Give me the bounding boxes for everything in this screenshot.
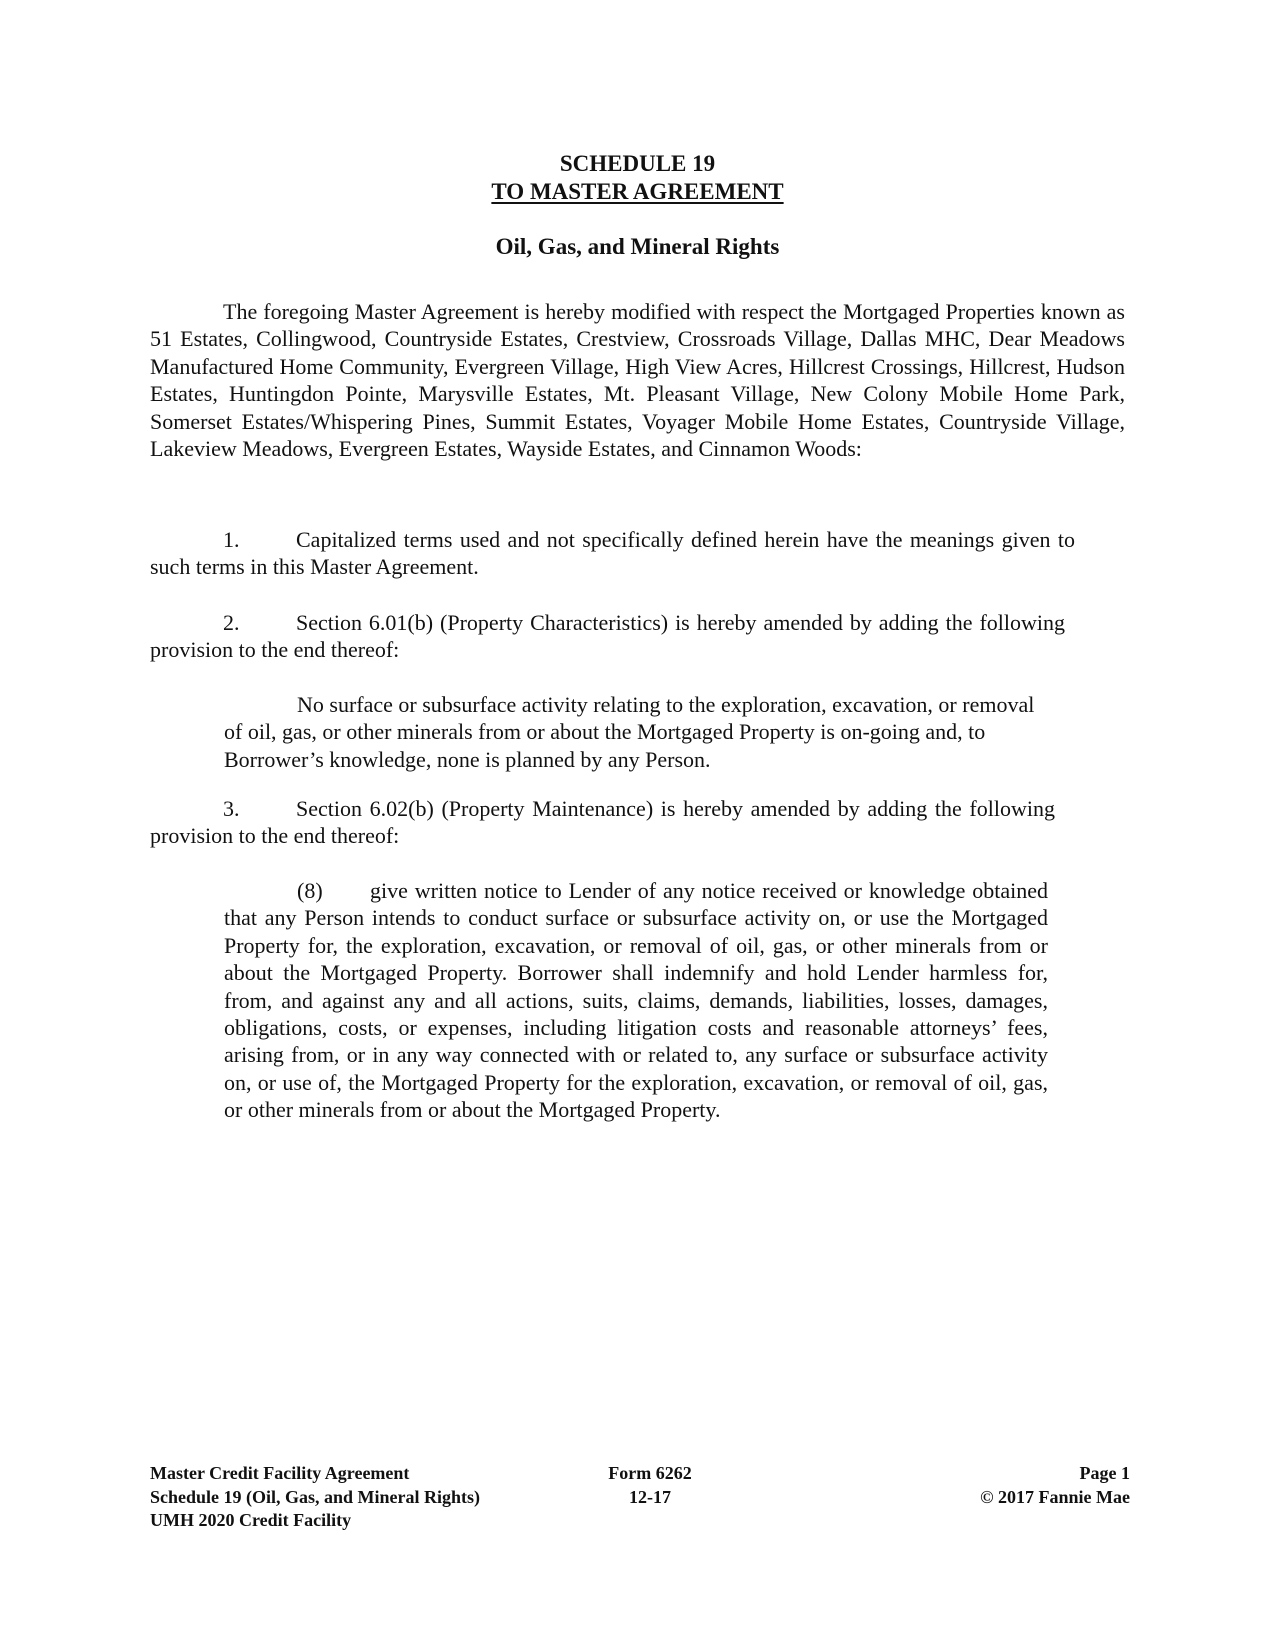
footer-form-date: 12-17 (629, 1486, 671, 1507)
intro-paragraph: The foregoing Master Agreement is hereby modified with respect the Mortgaged Properties known as 51 Estates, Collingwood, Countryside Estates, Crestview, Crossroads Village, Dallas MHC, Dear Meadows Manufactured Home Community, Evergreen Village, High View Acres, Hillcrest Crossings, Hillcrest, Hudson Estates, Huntingdon Pointe, Marysville Estates, Mt. Pleasant Village, New Colony Mobile Home Park, Somerset Estates/Whispering Pines, Summit Estates, Voyager Mobile Home Estates, Countryside Village, Lakeview Meadows, Evergreen Estates, Wayside Estates, and Cinnamon Woods: (150, 299, 1125, 462)
subsection-number: (8) (297, 878, 323, 903)
footer-center (580, 1462, 720, 1509)
footer-page-number: Page 1 (1079, 1463, 1130, 1483)
schedule-subtitle-text: TO MASTER AGREEMENT (491, 179, 784, 204)
numbered-paragraph-1 (150, 526, 1075, 581)
section-heading: Oil, Gas, and Mineral Rights (495, 234, 780, 259)
provision-text: give written notice to Lender of any notice received or knowledge obtained that any Person intends to conduct surface or subsurface activity on, or use the Mortgaged Property for, the exploration, excavation, or removal of oil, gas, or other minerals from or about the Mortgaged Property. Borrower shall indemnify and hold Lender harmless for, from, and against any and all actions, suits, claims, demands, liabilities, losses, damages, obligations, costs, or expenses, including litigation costs and reasonable attorneys’ fees, arising from, or in any way connected with or related to, any surface or subsurface activity on, or use of, the Mortgaged Property for the exploration, excavation, or removal of oil, gas, or other minerals from or about the Mortgaged Property. (224, 878, 1048, 1123)
footer-right (870, 1462, 1130, 1509)
schedule-subtitle (0, 178, 1275, 206)
numbered-paragraph-3 (150, 795, 1055, 850)
paragraph-text: Capitalized terms used and not specifically defined herein have the meanings given to such terms in this Master Agreement. (150, 527, 1075, 580)
paragraph-number: 2. (223, 610, 240, 635)
inserted-provision-2 (224, 877, 1048, 1124)
paragraph-number: 1. (223, 527, 240, 552)
footer-form-number: Form 6262 (608, 1463, 692, 1483)
paragraph-text: Section 6.02(b) (Property Maintenance) is hereby amended by adding the following provision to the end thereof: (150, 796, 1055, 849)
footer-agreement-name: Master Credit Facility Agreement (150, 1463, 410, 1483)
numbered-paragraph-2 (150, 609, 1065, 664)
footer-facility-name: UMH 2020 Credit Facility (150, 1510, 352, 1530)
footer-left (150, 1462, 570, 1533)
schedule-title: SCHEDULE 19 (559, 151, 716, 176)
paragraph-number: 3. (223, 796, 240, 821)
paragraph-text: Section 6.01(b) (Property Characteristics) is hereby amended by adding the following provision to the end thereof: (150, 610, 1065, 663)
footer-copyright: © 2017 Fannie Mae (980, 1486, 1130, 1507)
inserted-provision-1: No surface or subsurface activity relating to the exploration, excavation, or removal of oil, gas, or other minerals from or about the Mortgaged Property is on-going and, to Borrower’s knowledge, none is planned by any Person. (224, 692, 1035, 772)
footer-schedule-name: Schedule 19 (Oil, Gas, and Mineral Rights) (150, 1486, 481, 1507)
